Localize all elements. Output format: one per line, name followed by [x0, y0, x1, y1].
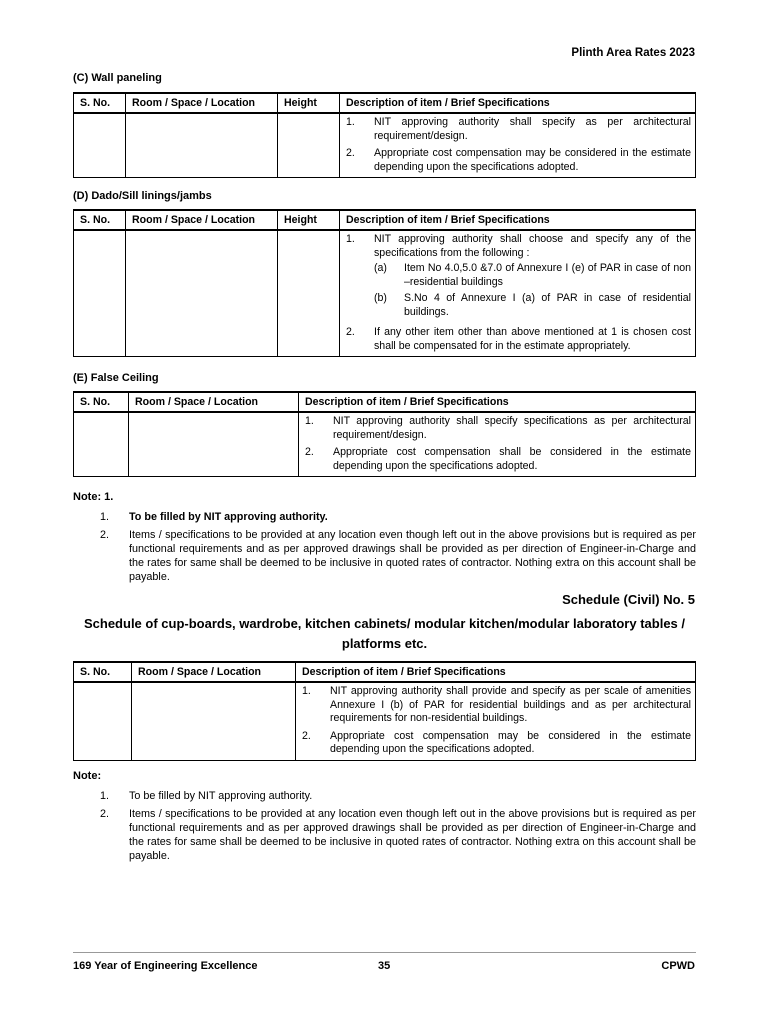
cell-description: [296, 682, 696, 760]
false-ceiling-table: [73, 391, 696, 477]
wall-paneling-table: [73, 92, 696, 178]
list-item: 2. Appropriate cost compensation may be considered in the estimate depending upon the specifications adopted.: [302, 729, 691, 755]
section-title-false-ceiling: (E) False Ceiling: [73, 372, 159, 384]
footer-left: 169 Year of Engineering Excellence: [73, 960, 258, 972]
cell-sno: [74, 412, 129, 477]
list-item: 1. NIT approving authority shall specify specifications as per architectural requirement/design.: [305, 415, 691, 441]
col-room: Room / Space / Location: [126, 93, 278, 113]
page-number: 35: [378, 960, 391, 972]
table-header-row: [74, 210, 696, 230]
table-row: [74, 230, 696, 357]
table-row: [74, 412, 696, 477]
col-sno: S. No.: [74, 93, 126, 113]
dado-table: [73, 209, 696, 357]
col-description: Description of item / Brief Specifications: [299, 392, 696, 412]
col-sno: S. No.: [74, 392, 129, 412]
col-description: Description of item / Brief Specifications: [340, 210, 696, 230]
cell-sno: [74, 113, 126, 178]
footer-right: CPWD: [661, 960, 695, 972]
cell-room: [132, 682, 296, 760]
note-item: 1. To be filled by NIT approving authority.: [100, 790, 313, 802]
note-item: 2. Items / specifications to be provided at any location even though left out in the above provisions but is required as per functional requirements and as per approved drawings shall be provided as per direction of Engineer-in-Charge and the rates for same shall be deemed to be inclusive in quoted rates of contractor. Nothing extra on this account shall be payable.: [100, 808, 696, 862]
col-sno: S. No.: [74, 210, 126, 230]
list-item: 1. NIT approving authority shall specify as per architectural requirement/design.: [346, 116, 691, 142]
table-row: [74, 682, 696, 760]
cell-description: [299, 412, 696, 477]
note-heading: Note: 1.: [73, 491, 114, 503]
list-item: 1. NIT approving authority shall choose and specify any of the specifications from the following : (a) Item No 4.0,5.0 &7.0 of Annexure I (e) of PAR in case of non –residential buildings (b) S.No 4 of Annexure I (a) of PAR in case of residential buildings.: [346, 233, 691, 318]
list-item: 1. NIT approving authority shall provide and specify as per scale of amenities Annexure I (b) of PAR for residential buildings and as per architectural requirements for non-residential buildings.: [302, 685, 691, 724]
schedule-title: Schedule of cup-boards, wardrobe, kitchen cabinets/ modular kitchen/modular laboratory tables / platforms etc.: [83, 616, 685, 651]
schedule-table: [73, 661, 696, 761]
section-title-dado: (D) Dado/Sill linings/jambs: [73, 190, 212, 202]
cell-room: [126, 230, 278, 357]
col-room: Room / Space / Location: [132, 662, 296, 682]
list-item: 2. If any other item other than above mentioned at 1 is chosen cost shall be compensated for in the estimate appropriately.: [346, 326, 691, 352]
col-room: Room / Space / Location: [126, 210, 278, 230]
schedule-number: Schedule (Civil) No. 5: [562, 592, 695, 607]
list-item: 2. Appropriate cost compensation shall be considered in the estimate depending upon the specifications adopted.: [305, 446, 691, 472]
col-description: Description of item / Brief Specifications: [340, 93, 696, 113]
note-heading: Note:: [73, 770, 102, 782]
col-description: Description of item / Brief Specifications: [296, 662, 696, 682]
section-title-wall-paneling: (C) Wall paneling: [73, 72, 162, 84]
sub-list-item: (a) Item No 4.0,5.0 &7.0 of Annexure I (e) of PAR in case of non –residential buildings: [374, 262, 691, 288]
col-room: Room / Space / Location: [129, 392, 299, 412]
note-list: [73, 510, 696, 588]
footer-divider: [73, 952, 696, 953]
table-header-row: [74, 93, 696, 113]
note-item: 2. Items / specifications to be provided at any location even though left out in the above provisions but is required as per functional requirements and as per approved drawings shall be provided as per direction of Engineer-in-Charge and the rates for same shall be deemed to be inclusive in quoted rates of contractor. Nothing extra on this account shall be payable.: [100, 529, 696, 583]
cell-height: [278, 113, 340, 178]
cell-height: [278, 230, 340, 357]
cell-room: [129, 412, 299, 477]
note-list: [73, 789, 696, 867]
col-height: Height: [278, 93, 340, 113]
cell-room: [126, 113, 278, 178]
list-item: 2. Appropriate cost compensation may be considered in the estimate depending upon the specifications adopted.: [346, 147, 691, 173]
cell-description: [340, 230, 696, 357]
col-sno: S. No.: [74, 662, 132, 682]
table-header-row: [74, 662, 696, 682]
running-header: Plinth Area Rates 2023: [571, 47, 695, 59]
note-item: 1. To be filled by NIT approving authority.: [100, 511, 328, 523]
table-row: [74, 113, 696, 178]
col-height: Height: [278, 210, 340, 230]
sub-list-item: (b) S.No 4 of Annexure I (a) of PAR in case of residential buildings.: [374, 292, 691, 318]
cell-sno: [74, 230, 126, 357]
cell-description: [340, 113, 696, 178]
table-header-row: [74, 392, 696, 412]
cell-sno: [74, 682, 132, 760]
